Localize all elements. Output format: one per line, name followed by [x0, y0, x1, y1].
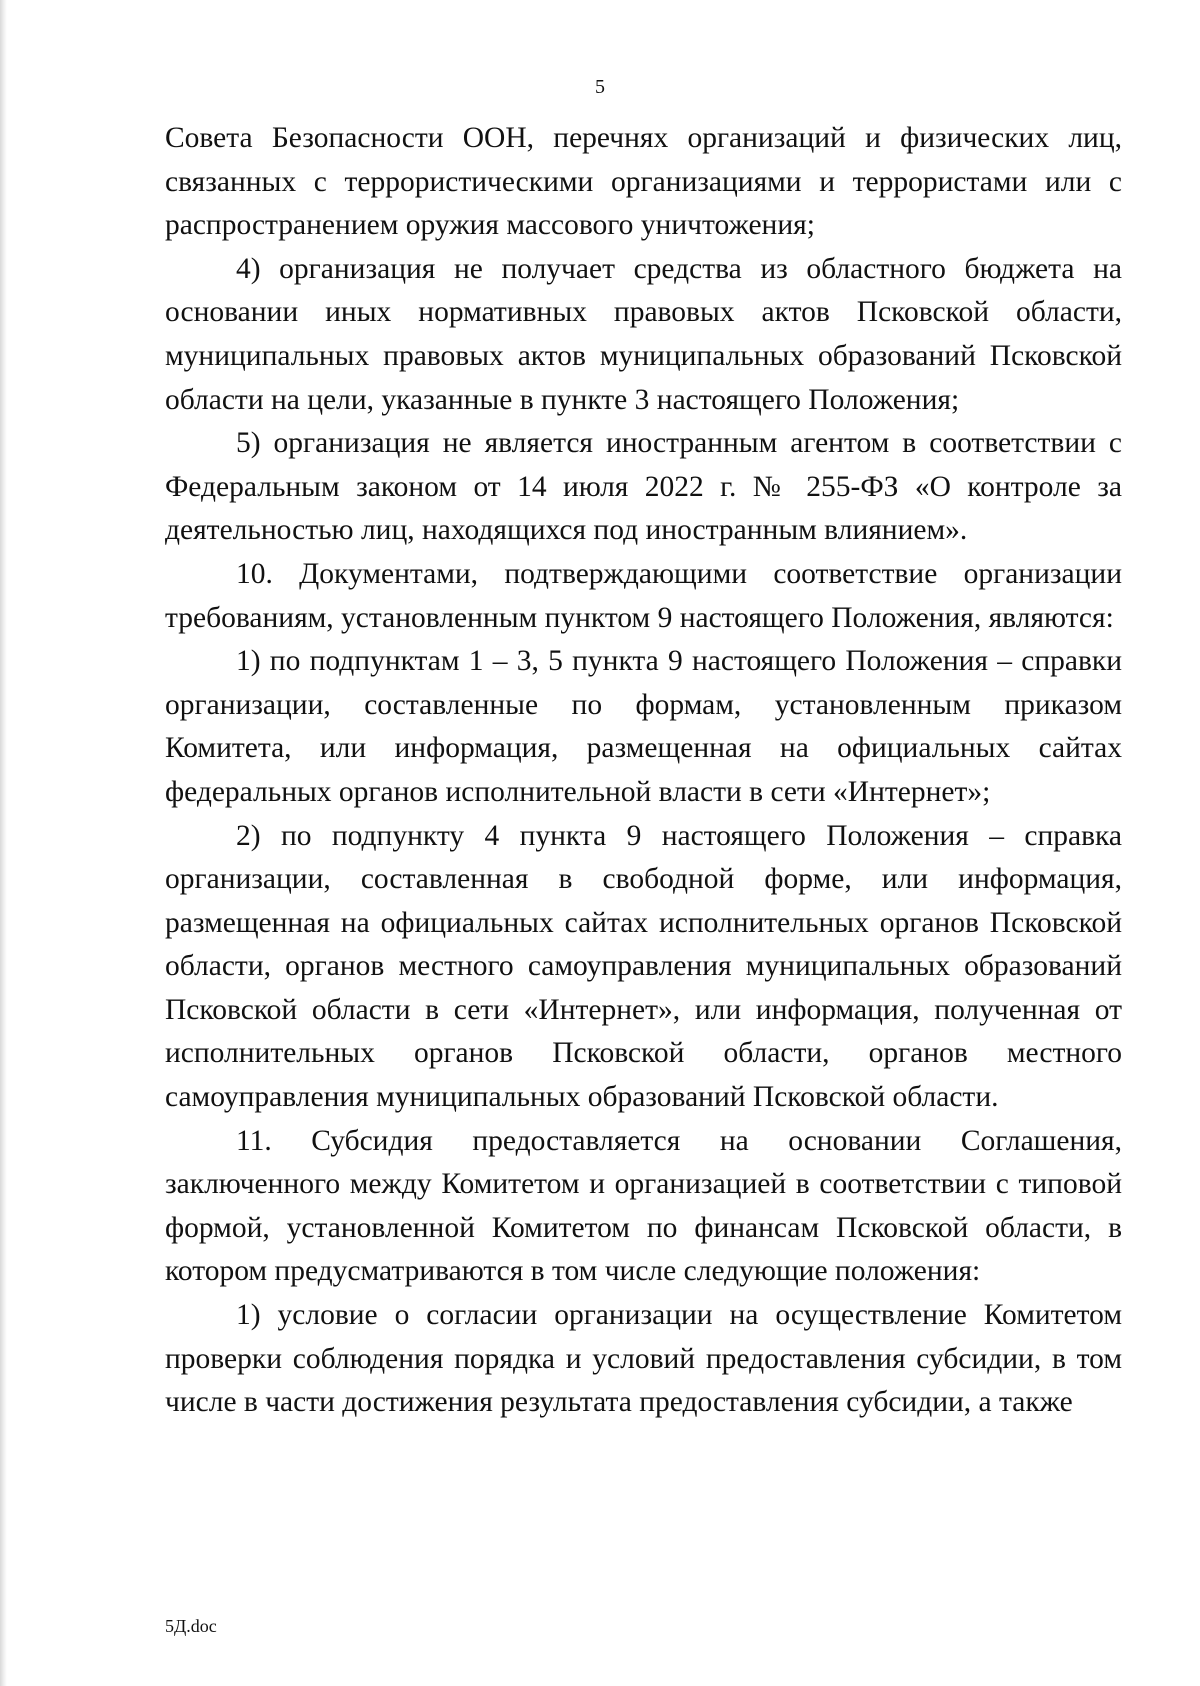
scan-edge [0, 0, 7, 1686]
paragraph-continuation: Совета Безопасности ООН, перечнях организаций и физических лиц, связанных с террористическими организациями и террористами или с распространением оружия массового уничтожения; [165, 122, 1122, 242]
document-body [165, 117, 1122, 1425]
paragraph-clause-11-item-1: 1) условие о согласии организации на осуществление Комитетом проверки соблюдения порядка и условий предоставления субсидии, в том числе в части достижения результата предоставления субсидии, а также [165, 1299, 1122, 1419]
page-number: 5 [595, 76, 605, 98]
footer-filename: 5Д.doc [165, 1616, 217, 1636]
paragraph-item-5: 5) организация не является иностранным агентом в соответствии с Федеральным законом от 14 июля 2022 г. № 255-ФЗ «О контроле за деятельностью лиц, находящихся под иностранным влиянием». [165, 427, 1122, 547]
paragraph-clause-10-item-2: 2) по подпункту 4 пункта 9 настоящего Положения – справка организации, составленная в свободной форме, или информация, размещенная на официальных сайтах исполнительных органов Псковской области, органов местного самоуправления муниципальных образований Псковской области в сети «Интернет», или информация, полученная от исполнительных органов Псковской области, органов местного самоуправления муниципальных образований Псковской области. [165, 819, 1122, 1114]
paragraph-clause-10-item-1: 1) по подпунктам 1 – 3, 5 пункта 9 настоящего Положения – справки организации, составленные по формам, установленным приказом Комитета, или информация, размещенная на официальных сайтах федеральных органов исполнительной власти в сети «Интернет»; [165, 645, 1122, 808]
paragraph-clause-10: 10. Документами, подтверждающими соответствие организации требованиям, установленным пунктом 9 настоящего Положения, являются: [165, 557, 1122, 634]
paragraph-item-4: 4) организация не получает средства из областного бюджета на основании иных нормативных правовых актов Псковской области, муниципальных правовых актов муниципальных образований Псковской области на цели, указанные в пункте 3 настоящего Положения; [165, 252, 1122, 416]
paragraph-clause-11: 11. Субсидия предоставляется на основании Соглашения, заключенного между Комитетом и организацией в соответствии с типовой формой, установленной Комитетом по финансам Псковской области, в котором предусматриваются в том числе следующие положения: [165, 1124, 1122, 1288]
